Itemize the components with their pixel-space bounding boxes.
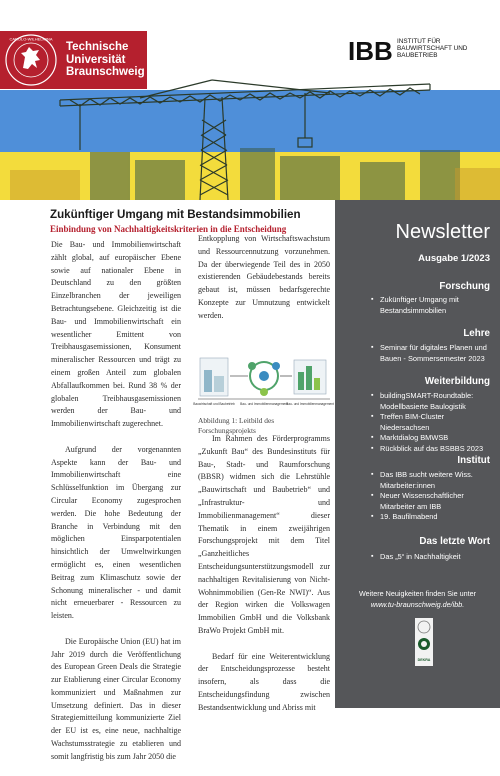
issue-number: Ausgabe 1/2023 xyxy=(418,253,490,264)
figure-label: Bau- und Immobilienmanagement xyxy=(240,402,288,406)
figure-caption: Abbildung 1: Leitbild des Forschungsprojekts xyxy=(198,416,275,435)
toc-item[interactable]: ▪ Marktdialog BMWSB xyxy=(371,433,492,444)
tu-name: Technische Universität Braunschweig xyxy=(66,41,145,78)
paragraph: Aufgrund der vorgenannten Aspekte kann der Bau- und Immobilienwirtschaft eine Schlüsselfunktion im Übergang zur Circular Economy zugesprochen werden. Die hohe Bedeutung der Branche in Verbindung mit den möglichen Einsparpotentialen hinsichtlich der Umweltwirkungen ermöglicht es, einen wesentlichen Beitrag zum Klimaschutz sowie der Schonung mineralischer - und damit nicht erneuerbarer - Ressourcen zu leisten. xyxy=(51,444,181,621)
newsletter-sidebar xyxy=(335,200,500,708)
section-list-weiterbildung xyxy=(371,391,492,454)
toc-item[interactable]: ▪ buildingSMART-Roundtable: Modellbasierte Baulogistik xyxy=(371,391,492,412)
lion-seal-icon xyxy=(4,33,58,87)
dekra-certification-badge xyxy=(415,618,433,666)
article-title: Zukünftiger Umgang mit Bestandsimmobilien xyxy=(50,208,301,221)
toc-item[interactable]: ▪ Das IBB sucht weitere Wiss. Mitarbeiter:innen xyxy=(371,470,492,491)
section-title-lehre: Lehre xyxy=(463,328,490,339)
crane-illustration xyxy=(0,90,500,200)
paragraph: Bedarf für eine Weiterentwicklung der Entscheidungsprozesse besteht insofern, als dass die Entscheidungsfindung zwischen Bestandsentwicklung und Abriss mit xyxy=(198,651,330,712)
section-list-lehre xyxy=(371,343,492,364)
more-news-link[interactable]: www.tu-braunschweig.de/ibb. xyxy=(370,600,465,609)
toc-item[interactable]: ▪ Zukünftiger Umgang mit Bestandsimmobilien xyxy=(371,295,492,316)
dekra-label: DEKRA xyxy=(417,658,431,662)
section-title-forschung: Forschung xyxy=(439,281,490,292)
figure-label: Bauwirtschaft und Baubetrieb xyxy=(193,402,235,406)
paragraph: Die Europäische Union (EU) hat im Jahr 2019 durch die Veröffentlichung des European Green Deals die Strategie zur Etablierung einer Circular Economy kommuniziert und Maßnahmen zur Umsetzung definiert. Das in dieser Strategiemitteilung kommunizierte Ziel der EU ist es, eine neue, nachhaltige Wachstumsstrategie zu etablieren und somit langfristig bis zum Jahr 2050 die xyxy=(51,636,181,761)
toc-item[interactable]: ▪ Das „5“ in Nachhaltigkeit xyxy=(371,552,492,563)
section-list-forschung xyxy=(371,295,492,316)
section-list-institut xyxy=(371,470,492,523)
newsletter-title: Newsletter xyxy=(395,221,490,243)
article-subtitle: Einbindung von Nachhaltigkeitskriterien in die Entscheidung xyxy=(50,224,287,234)
section-title-weiterbildung: Weiterbildung xyxy=(424,376,490,387)
research-concept-diagram xyxy=(193,352,334,414)
section-title-institut: Institut xyxy=(457,455,490,466)
article-column-left xyxy=(51,239,181,776)
toc-item[interactable]: ▪ Seminar für digitales Planen und Bauen - Sommersemester 2023 xyxy=(371,343,492,364)
toc-item[interactable]: ▪ Treffen BIM-Cluster Niedersachsen xyxy=(371,412,492,433)
crane-hero-image xyxy=(0,90,500,200)
toc-item[interactable]: ▪ Neuer Wissenschaftlicher Mitarbeiter am IBB xyxy=(371,491,492,512)
figure-leitbild xyxy=(193,352,334,414)
article-column-right-bottom xyxy=(198,433,330,727)
ibb-logo-abbr[interactable]: IBB xyxy=(348,36,393,66)
page-header xyxy=(0,0,500,90)
toc-item[interactable]: ▪ 19. Baufilmabend xyxy=(371,512,492,523)
ibb-logo-fullname: INSTITUT FÜR BAUWIRTSCHAFT UND BAUBETRIEB xyxy=(397,38,468,60)
seal-text: CAROLO-WILHELMINA xyxy=(9,36,53,42)
more-news-text: Weitere Neuigkeiten finden Sie unter xyxy=(359,589,476,598)
section-title-letztes-wort: Das letzte Wort xyxy=(419,536,490,547)
paragraph: Die Bau- und Immobilienwirtschaft zählt global, auf europäischer Ebene sowie auf nationaler Ebene in Deutschland zu den größten Einzelbranchen der jeweiligen Betrachtungsebene. Gleichzeitig ist die Bau- und Immobilienwirtschaft ein wesentlicher Emittent von Treibhausgasemissionen, Konsument mineralischer Ressourcen und trägt zu einem großen Anteil zum globalen Abfallaufkommen bei. Rund 38 % der globalen Treibhausgasemissionen werden der Bau- und Immobilienwirtschaft zugerechnet. xyxy=(51,240,181,429)
more-news-note xyxy=(341,588,494,610)
section-list-letztes-wort xyxy=(371,552,492,563)
article-column-right-top xyxy=(198,233,330,335)
figure-label: Bau- und Immobilienmanagement xyxy=(286,402,334,406)
paragraph: Im Rahmen des Förderprogramms „Zukunft Bau“ des Bundesinstituts für Bau-, Stadt- und Raumforschung (BBSR) widmen sich die Lehrstühle „Bauwirtschaft und Baubetrieb“ und „Infrastruktur- und Immobilienmanagement“ dieser Thematik in einem zweijährigen Forschungsprojekt mit dem Titel „Ganzheitliches Entscheidungsunterstützungsmodell zur nachhaltigen Revitalisierung von Nicht-Wohnimmobilien (Gen-Re NWI)“. Aus der Region wirken die Volkswagen Immobilien GmbH und die Volksbank BraWo Projekt GmbH mit. xyxy=(198,434,330,635)
tu-braunschweig-logo[interactable] xyxy=(0,31,147,89)
toc-item[interactable]: ▪ Rückblick auf das BSBBS 2023 xyxy=(371,444,492,455)
paragraph: Entkopplung von Wirtschaftswachstum und Ressourcennutzung vorzunehmen. Da der überwiegende Teil des in 2050 existierenden Gebäudebestands bereits gebaut ist, müssen bedarfsgerechte Konzepte zur Umnutzung entwickelt werden. xyxy=(198,234,330,320)
dekra-seal-icon xyxy=(415,618,433,654)
